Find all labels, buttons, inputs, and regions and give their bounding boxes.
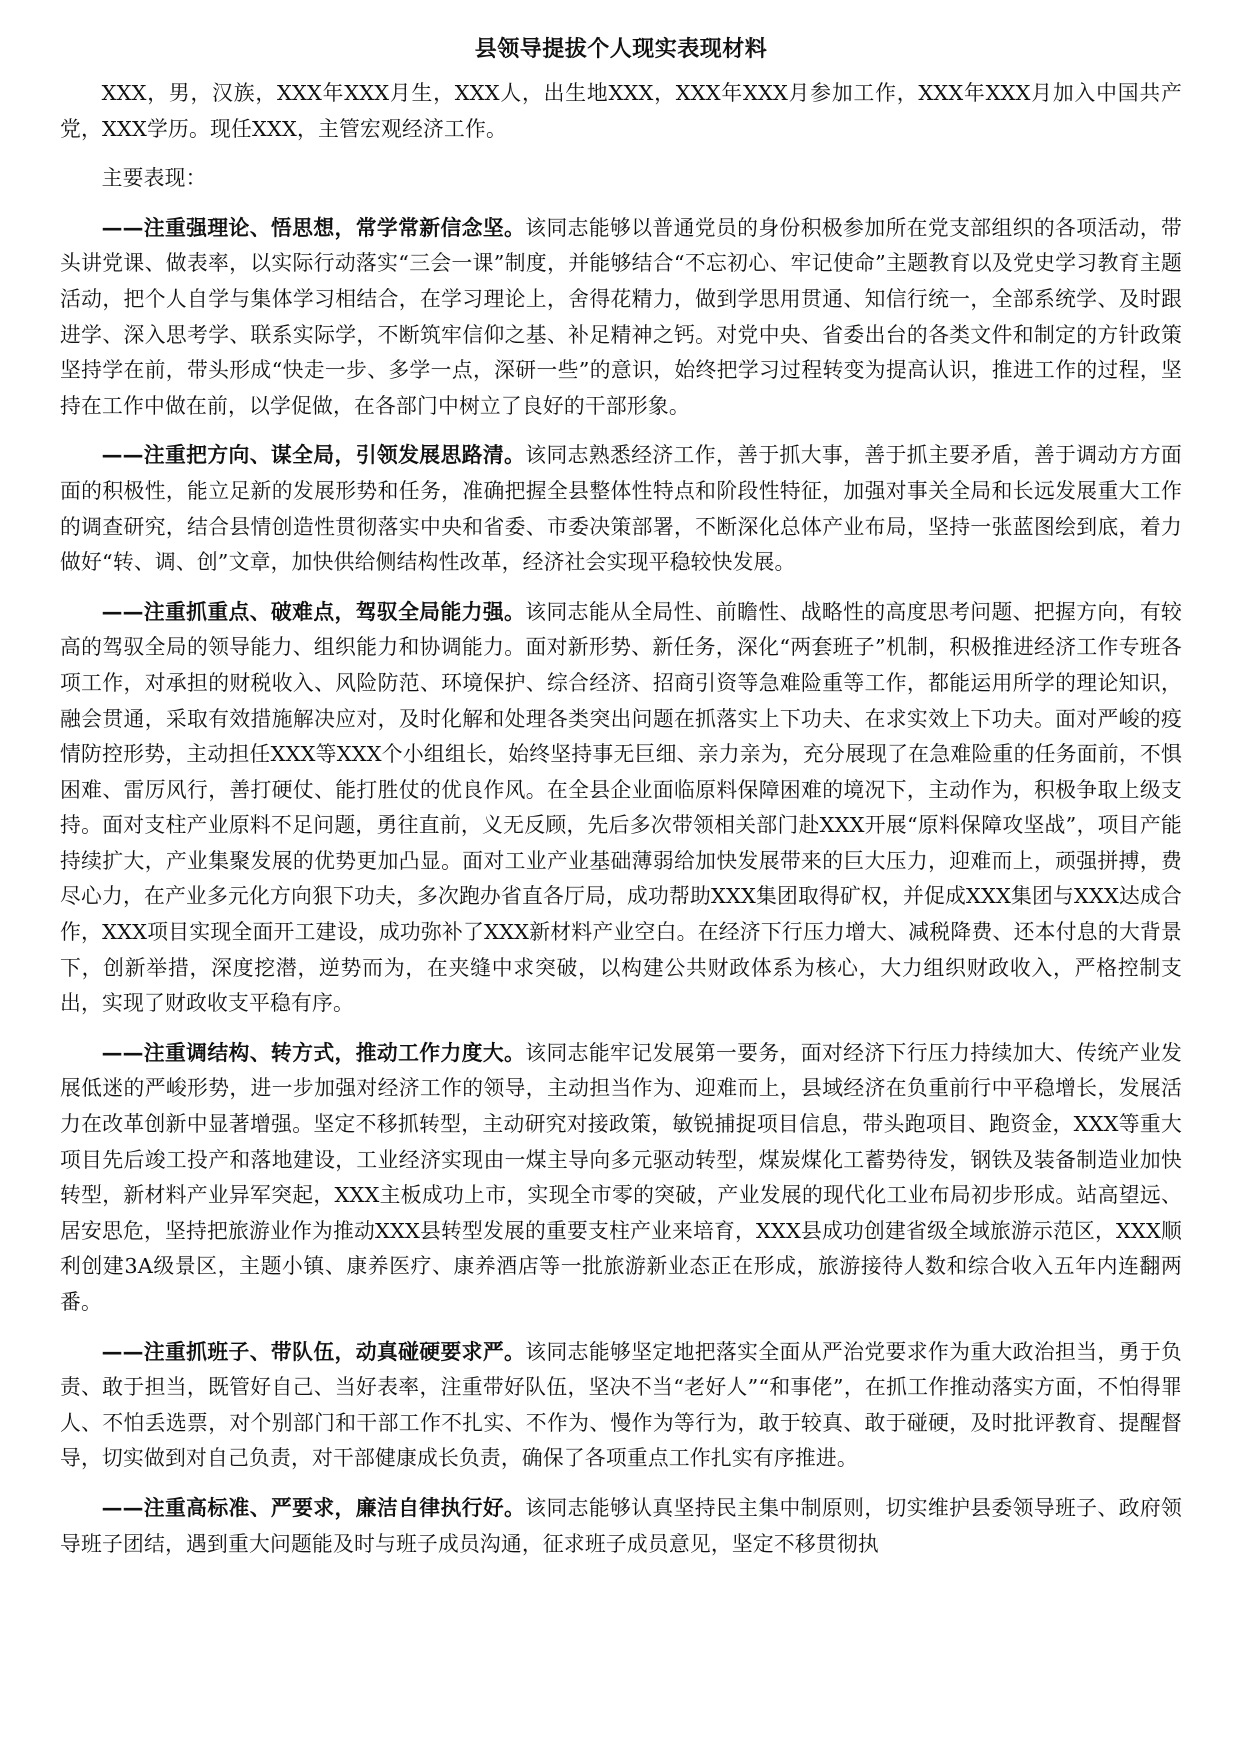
section-body-4: 该同志能牢记发展第一要务，面对经济下行压力持续加大、传统产业发展低迷的严峻形势，进一步加强对经济工作的领导，主动担当作为、迎难而上，县域经济在负重前行中平稳增长，发展活力在改革创新中显著增强。坚定不移抓转型，主动研究对接政策，敏锐捕捉项目信息，带头跑项目、跑资金，XXX等重大项目先后竣工投产和落地建设，工业经济实现由一煤主导向多元驱动转型，煤炭煤化工蓄势待发，钢铁及装备制造业加快转型，新材料产业异军突起，XXX主板成功上市，实现全市零的突破，产业发展的现代化工业布局初步形成。站高望远、居安思危，坚持把旅游业作为推动XXX县转型发展的重要支柱产业来培育，XXX县成功创建省级全域旅游示范区，XXX顺利创建3A级景区，主题小镇、康养医疗、康养酒店等一批旅游新业态正在形成，旅游接待人数和综合收入五年内连翻两番。 [60,1040,1183,1314]
section-lead-1: ——注重强理论、悟思想，常学常新信念坚。 [101,215,526,240]
section-body-2: 该同志熟悉经济工作，善于抓大事，善于抓主要矛盾，善于调动方方面面的积极性，能立足新的发展形势和任务，准确把握全县整体性特点和阶段性特征，加强对事关全局和长远发展重大工作的调查研究，结合县情创造性贯彻落实中央和省委、市委决策部署，不断深化总体产业布局，坚持一张蓝图绘到底，着力做好“转、调、创”文章，加快供给侧结构性改革，经济社会实现平稳较快发展。 [60,443,1183,575]
section-paragraph-2 [60,438,1182,580]
section-paragraph-1 [60,211,1182,425]
section-paragraph-6 [60,1491,1182,1562]
intro-paragraph: XXX，男，汉族，XXX年XXX月生，XXX人，出生地XXX，XXX年XXX月参加工作，XXX年XXX月加入中国共产党，XXX学历。现任XXX，主管宏观经济工作。 [60,81,1182,141]
section-body-5: 该同志能够坚定地把落实全面从严治党要求作为重大政治担当，勇于负责、敢于担当，既管好自己、当好表率，注重带好队伍，坚决不当“老好人”“和事佬”，在抓工作推动落实方面，不怕得罪人、不怕丢选票，对个别部门和干部工作不扎实、不作为、慢作为等行为，敢于较真、敢于碰硬，及时批评教育、提醒督导，切实做到对自己负责，对干部健康成长负责，确保了各项重点工作扎实有序推进。 [60,1339,1183,1471]
section-lead-2: ——注重把方向、谋全局，引领发展思路清。 [101,443,526,468]
section-lead-3: ——注重抓重点、破难点，驾驭全局能力强。 [101,599,526,624]
section-lead-5: ——注重抓班子、带队伍，动真碰硬要求严。 [101,1339,526,1364]
section-lead-6: ——注重高标准、严要求，廉洁自律执行好。 [101,1495,526,1520]
section-paragraph-5 [60,1335,1182,1477]
section-body-1: 该同志能够以普通党员的身份积极参加所在党支部组织的各项活动，带头讲党课、做表率，以实际行动落实“三会一课”制度，并能够结合“不忘初心、牢记使命”主题教育以及党史学习教育主题活动，把个人自学与集体学习相结合，在学习理论上，舍得花精力，做到学思用贯通、知信行统一，全部系统学、及时跟进学、深入思考学、联系实际学，不断筑牢信仰之基、补足精神之钙。对党中央、省委出台的各类文件和制定的方针政策坚持学在前，带头形成“快走一步、多学一点，深研一些”的意识，始终把学习过程转变为提高认识，推进工作的过程，坚持在工作中做在前，以学促做，在各部门中树立了良好的干部形象。 [60,215,1183,418]
section-heading: 主要表现： [101,166,207,191]
section-body-3: 该同志能从全局性、前瞻性、战略性的高度思考问题、把握方向，有较高的驾驭全局的领导能力、组织能力和协调能力。面对新形势、新任务，深化“两套班子”机制，积极推进经济工作专班各项工作，对承担的财税收入、风险防范、环境保护、综合经济、招商引资等急难险重等工作，都能运用所学的理论知识，融会贯通，采取有效措施解决应对，及时化解和处理各类突出问题在抓落实上下功夫、在求实效上下功夫。面对严峻的疫情防控形势，主动担任XXX等XXX个小组组长，始终坚持事无巨细、亲力亲为，充分展现了在急难险重的任务面前，不惧困难、雷厉风行，善打硬仗、能打胜仗的优良作风。在全县企业面临原料保障困难的境况下，主动作为，积极争取上级支持。面对支柱产业原料不足问题，勇往直前，义无反顾，先后多次带领相关部门赴XXX开展“原料保障攻坚战”，项目产能持续扩大，产业集聚发展的优势更加凸显。面对工业产业基础薄弱给加快发展带来的巨大压力，迎难而上，顽强拼搏，费尽心力，在产业多元化方向狠下功夫，多次跑办省直各厅局，成功帮助XXX集团取得矿权，并促成XXX集团与XXX达成合作，XXX项目实现全面开工建设，成功弥补了XXX新材料产业空白。在经济下行压力增大、减税降费、还本付息的大背景下，创新举措，深度挖潜，逆势而为，在夹缝中求突破，以构建公共财政体系为核心，大力组织财政收入，严格控制支出，实现了财政收支平稳有序。 [60,599,1183,1016]
section-paragraph-4 [60,1036,1182,1321]
section-lead-4: ——注重调结构、转方式，推动工作力度大。 [101,1040,526,1065]
document-title: 县领导提拔个人现实表现材料 [474,37,768,62]
section-paragraph-3 [60,595,1182,1022]
section-body-6: 该同志能够认真坚持民主集中制原则，切实维护县委领导班子、政府领导班子团结，遇到重大问题能及时与班子成员沟通，征求班子成员意见，坚定不移贯彻执 [60,1495,1183,1556]
